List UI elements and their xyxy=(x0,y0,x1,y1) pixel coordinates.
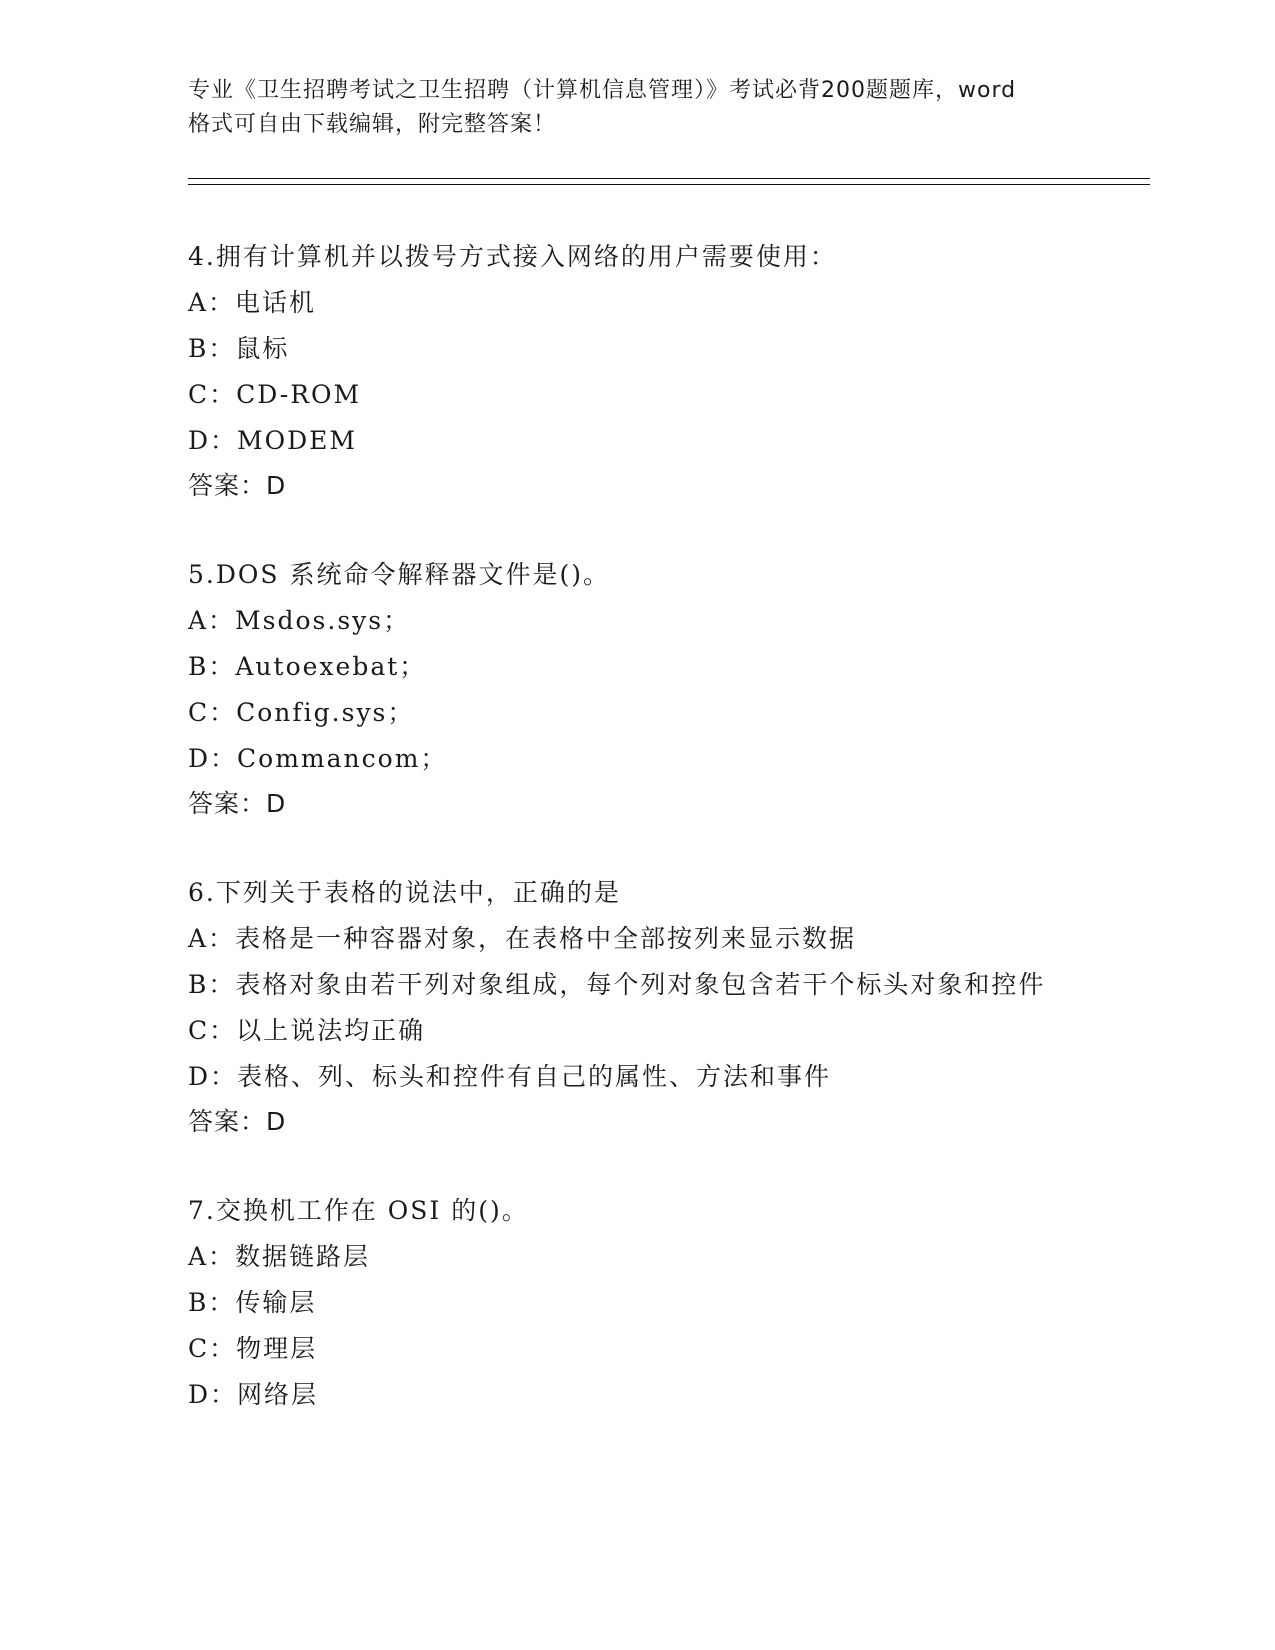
question-stem: 4.拥有计算机并以拨号方式接入网络的用户需要使用： xyxy=(188,242,837,271)
option-b: B：表格对象由若干列对象组成，每个列对象包含若干个标头对象和控件 xyxy=(188,970,1046,999)
answer-line: 答案：D xyxy=(188,789,287,818)
option-d: D：表格、列、标头和控件有自己的属性、方法和事件 xyxy=(188,1062,832,1091)
header-divider-bottom xyxy=(188,184,1150,185)
question-7 xyxy=(188,1188,1088,1418)
question-stem: 7.交换机工作在 OSI 的()。 xyxy=(188,1196,529,1225)
header-divider-top xyxy=(188,178,1150,179)
option-d: D：网络层 xyxy=(188,1380,319,1409)
answer-line: 答案：D xyxy=(188,1107,287,1136)
question-5 xyxy=(188,552,1088,826)
question-stem: 6.下列关于表格的说法中，正确的是 xyxy=(188,878,621,907)
question-list xyxy=(188,234,1088,1462)
option-b: B：传输层 xyxy=(188,1288,317,1317)
question-4 xyxy=(188,234,1088,508)
question-stem: 5.DOS 系统命令解释器文件是()。 xyxy=(188,560,610,589)
answer-line: 答案：D xyxy=(188,471,287,500)
option-b: B：鼠标 xyxy=(188,334,290,363)
option-c: C：CD-ROM xyxy=(188,380,362,409)
question-6 xyxy=(188,870,1088,1144)
option-a: A：数据链路层 xyxy=(188,1242,371,1271)
header-line-1: 专业《卫生招聘考试之卫生招聘（计算机信息管理）》考试必背200题题库，word xyxy=(188,78,1017,103)
header-line-2: 格式可自由下载编辑，附完整答案！ xyxy=(188,112,557,137)
option-c: C：Config.sys； xyxy=(188,698,415,727)
option-d: D：Commancom； xyxy=(188,744,448,773)
option-a: A：电话机 xyxy=(188,288,317,317)
document-header xyxy=(188,74,1088,142)
option-a: A：Msdos.sys； xyxy=(188,606,411,635)
option-d: D：MODEM xyxy=(188,426,358,455)
option-c: C：以上说法均正确 xyxy=(188,1016,426,1045)
option-c: C：物理层 xyxy=(188,1334,318,1363)
option-a: A：表格是一种容器对象，在表格中全部按列来显示数据 xyxy=(188,924,857,953)
option-b: B：Autoexebat； xyxy=(188,652,427,681)
